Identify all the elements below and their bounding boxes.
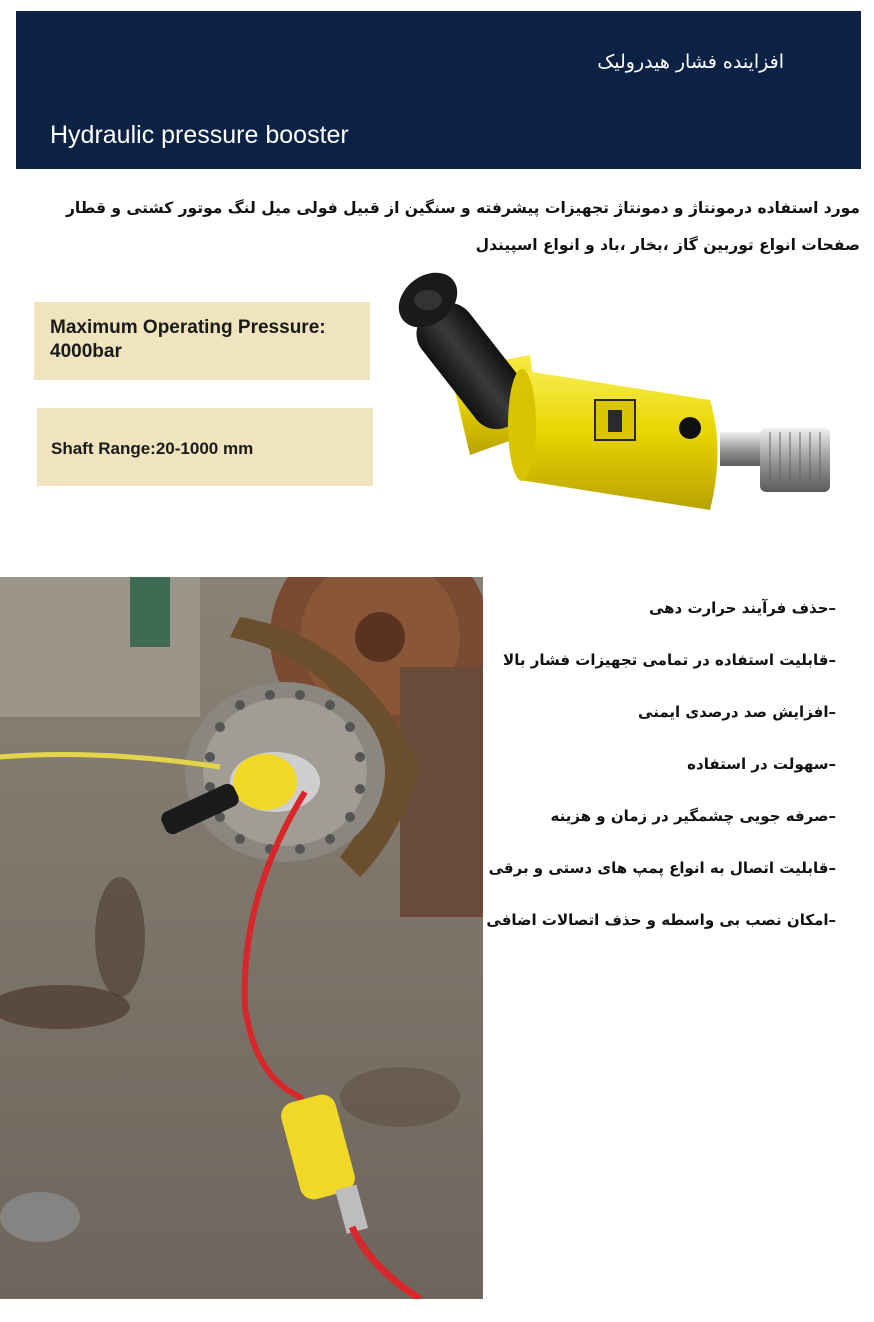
- title-english: Hydraulic pressure booster: [50, 121, 349, 149]
- feature-item: –قابلیت استفاده در تمامی تجهیزات فشار بالا: [503, 651, 836, 669]
- spec-shaft-range: Shaft Range:20-1000 mm: [51, 439, 254, 458]
- installation-photo: [0, 577, 483, 1299]
- spec-shaft-box: [37, 408, 373, 486]
- feature-item: –حذف فرآیند حرارت دهی: [648, 599, 836, 617]
- spec-pressure-label: Maximum Operating Pressure:: [50, 317, 326, 338]
- feature-item: –امکان نصب بی واسطه و حذف اتصالات اضافی: [486, 911, 836, 929]
- feature-item: –صرفه جویی چشمگیر در زمان و هزینه: [550, 807, 836, 825]
- feature-item: –سهولت در استفاده: [687, 755, 836, 773]
- feature-item: –افزایش صد درصدی ایمنی: [638, 703, 836, 721]
- product-image: [380, 260, 840, 530]
- spec-pressure-box: [34, 302, 370, 380]
- header-banner: [16, 11, 861, 169]
- feature-item: –قابلیت اتصال به انواع پمپ های دستی و برقی: [488, 859, 836, 877]
- features-list: [466, 596, 836, 960]
- title-persian: افزاینده فشار هیدرولیک: [597, 51, 784, 73]
- intro-paragraph: مورد استفاده درمونتاژ و دمونتاژ تجهیزات پیشرفته و سنگین از قبیل فولی میل لنگ موتور کشتی و قطار صفحات انواع توربین گاز ،بخار ،باد و انواع اسپیندل: [66, 199, 860, 254]
- spec-pressure-value: 4000bar: [50, 341, 122, 362]
